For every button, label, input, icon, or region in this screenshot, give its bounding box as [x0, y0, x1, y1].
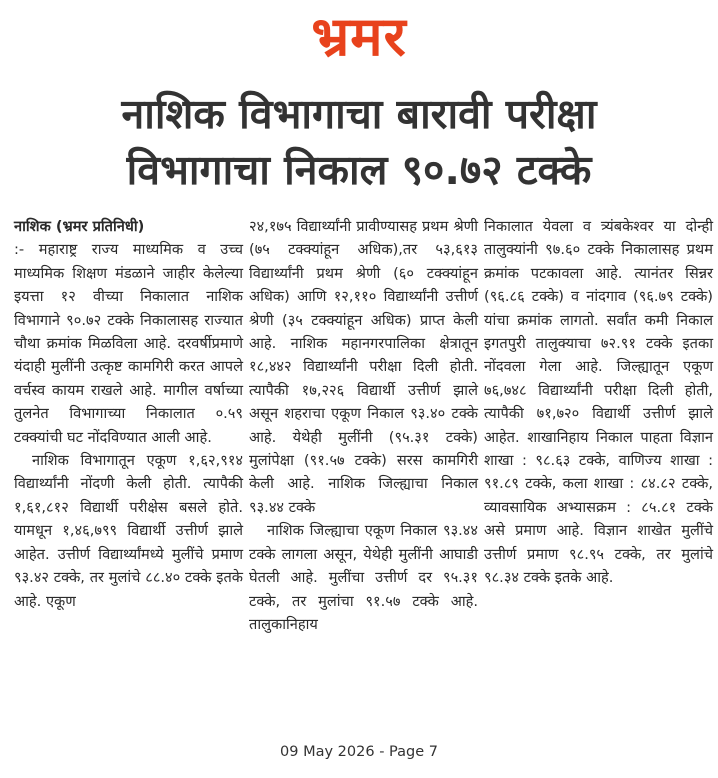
article-paragraph: :- महाराष्ट्र राज्य माध्यमिक व उच्च माध्यमिक शिक्षण मंडळाने जाहीर केलेल्या इयत्ता १२ वीच्या निकालात नाशिक विभागाने ९०.७२ टक्के निकालासह राज्यात चौथा क्रमांक मिळविला आहे. दरवर्षीप्रमाणे यंदाही मुलींनी उत्कृष्ट कामगिरी करत आपले वर्चस्व कायम राखले आहे. मागील वर्षाच्या तुलनेत विभागाच्या निकालात ०.५९ टक्क्यांची घट नोंदविण्यात आली आहे. [14, 241, 243, 446]
article-paragraph: निकालात येवला व त्र्यंबकेश्वर या दोन्ही तालुक्यांनी ९७.६० टक्के निकालासह प्रथम क्रमांक पटकावला आहे. त्यानंतर सिन्नर (९६.८६ टक्के) व नांदगाव (९६.७९ टक्के) यांचा क्रमांक लागतो. सर्वांत कमी निकाल इगतपुरी तालुक्याचा ७२.९१ टक्के इतका नोंदवला गेला आहे. जिल्ह्यातून एकूण ७६,७४८ विद्यार्थ्यांनी परीक्षा दिली होती, त्यापैकी ७१,७२० विद्यार्थी उत्तीर्ण झाले आहेत. शाखानिहाय निकाल पाहता विज्ञान शाखा : ९८.६३ टक्के, वाणिज्य शाखा : ९१.८९ टक्के, कला शाखा : ८४.८२ टक्के, व्यावसायिक अभ्यासक्रम : ८५.८१ टक्के असे प्रमाण आहे. विज्ञान शाखेत मुलींचे उत्तीर्ण प्रमाण ९८.९५ टक्के, तर मुलांचे ९८.३४ टक्के इतके आहे. [484, 218, 713, 587]
article-column-1 [14, 215, 243, 720]
article-headline [0, 86, 718, 198]
headline-line-1: नाशिक विभागाचा बारावी परीक्षा [121, 90, 597, 138]
article-body [14, 215, 714, 720]
article-column-3 [484, 215, 713, 720]
article-paragraph [14, 215, 243, 238]
article-paragraph: नाशिक जिल्ह्याचा एकूण निकाल ९३.४४ टक्के लागला असून, येथेही मुलींनी आघाडी घेतली आहे. मुलींचा उत्तीर्ण दर ९५.३१ टक्के, तर मुलांचा ९१.५७ टक्के आहे. तालुकानिहाय [249, 522, 478, 633]
article-paragraph: नाशिक विभागातून एकूण १,६२,९१४ विद्यार्थ्यांनी नोंदणी केली होती. त्यापैकी १,६१,८१२ विद्यार्थी परीक्षेस बसले होते. यामधून १,४६,७९९ विद्यार्थी उत्तीर्ण झाले आहेत. उत्तीर्ण विद्यार्थ्यांमध्ये मुलींचे प्रमाण ९३.४२ टक्के, तर मुलांचे ८८.४० टक्के इतके आहे. एकूण [14, 452, 243, 610]
masthead-logo [0, 0, 718, 72]
newspaper-name: भ्रमर [311, 5, 407, 68]
page-footer-date: 09 May 2026 - Page 7 [280, 744, 438, 760]
headline-line-2: विभागाचा निकाल ९०.७२ टक्के [126, 146, 592, 194]
article-column-2 [249, 215, 478, 720]
dateline: नाशिक (भ्रमर प्रतिनिधी) [14, 218, 145, 235]
article-paragraph: २४,१७५ विद्यार्थ्यांनी प्रावीण्यासह प्रथम श्रेणी (७५ टक्क्यांहून अधिक),तर ५३,६१३ विद्यार्थ्यांनी प्रथम श्रेणी (६० टक्क्यांहून अधिक) आणि १२,११० विद्यार्थ्यांनी उत्तीर्ण श्रेणी (३५ टक्क्यांहून अधिक) प्राप्त केली आहे. नाशिक महानगरपालिका क्षेत्रातून १८,४४२ विद्यार्थ्यांनी परीक्षा दिली होती. त्यापैकी १७,२२६ विद्यार्थी उत्तीर्ण झाले असून शहराचा एकूण निकाल ९३.४० टक्के आहे. येथेही मुलींनी (९५.३१ टक्के) मुलांपेक्षा (९१.५७ टक्के) सरस कामगिरी केली आहे. नाशिक जिल्ह्याचा निकाल ९३.४४ टक्के [249, 218, 478, 516]
